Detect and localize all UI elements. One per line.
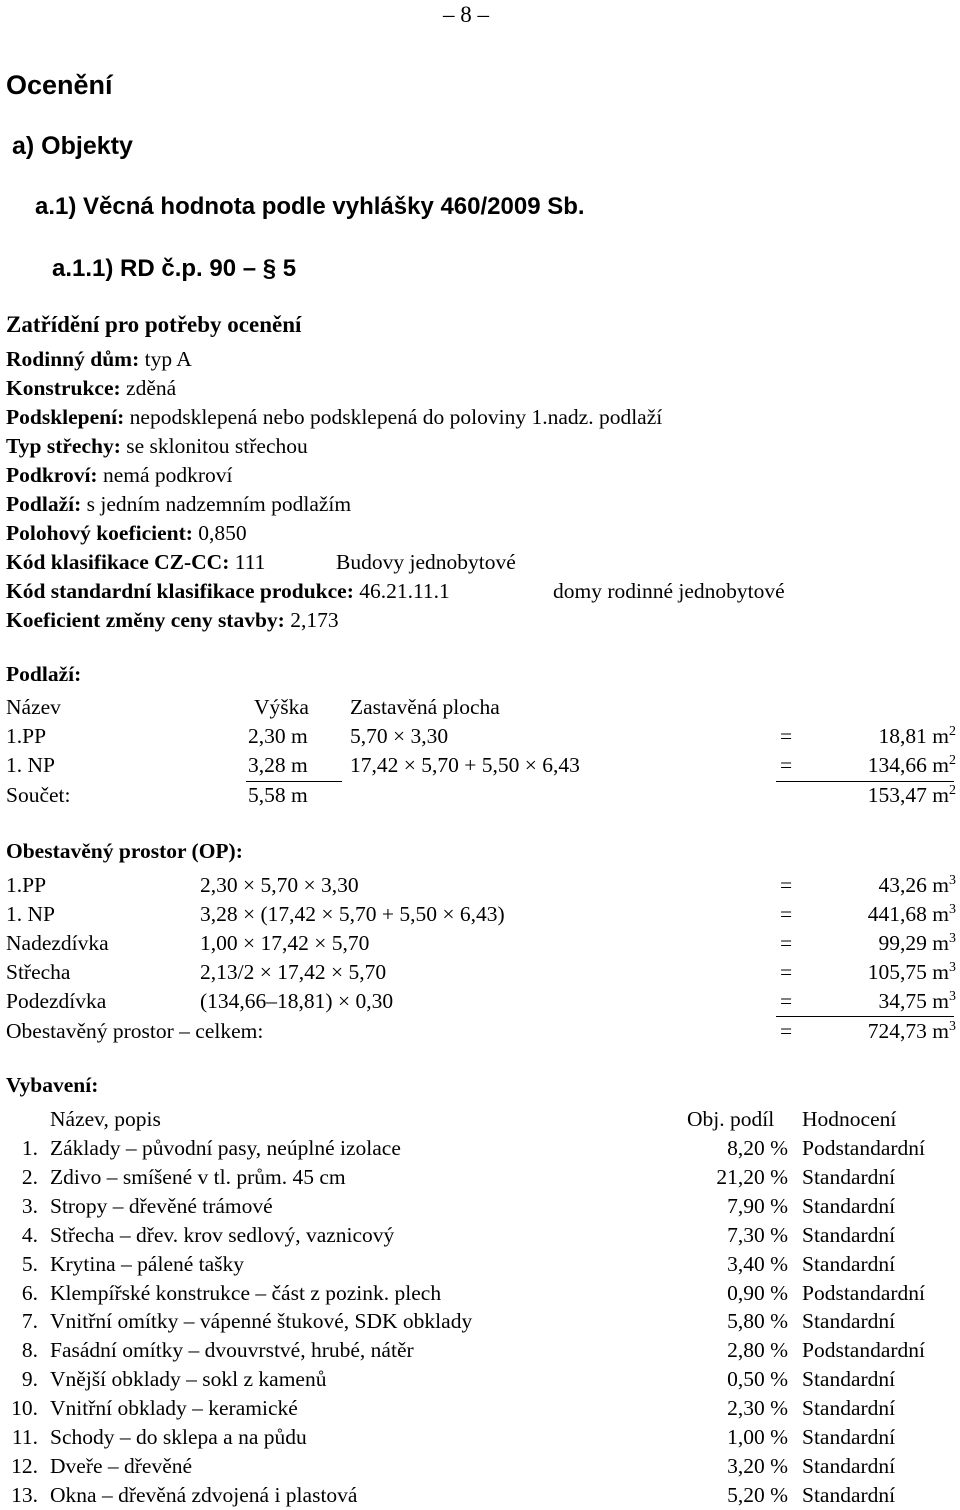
- volume-result-value: 43,26 m: [878, 873, 949, 897]
- equipment-name: Vnější obklady – sokl z kamenů: [50, 1367, 327, 1391]
- volume-result: [868, 902, 956, 927]
- equipment-share: 3,40 %: [727, 1252, 788, 1276]
- floor-result-value: 134,66 m: [867, 753, 949, 777]
- equipment-number: 2.: [21, 1165, 38, 1189]
- classification-row: [6, 548, 662, 577]
- volume-result-underline: [776, 1016, 954, 1017]
- volume-calc: 1,00 × 17,42 × 5,70: [200, 931, 370, 955]
- classification-label: Podsklepení:: [6, 405, 125, 429]
- volume-calc: (134,66–18,81) × 0,30: [200, 989, 394, 1013]
- equipment-rating: Podstandardní: [802, 1338, 926, 1362]
- equipment-share: 2,80 %: [727, 1338, 788, 1362]
- equipment-share: 0,90 %: [727, 1281, 788, 1305]
- equipment-rating: Standardní: [802, 1483, 896, 1507]
- volume-total-eq: =: [780, 1019, 793, 1043]
- volume-name: Podezdívka: [6, 989, 107, 1013]
- volume-eq: =: [780, 989, 793, 1013]
- equipment-rating: Standardní: [802, 1425, 896, 1449]
- equipment-number: 3.: [21, 1194, 38, 1218]
- equipment-share: 0,50 %: [727, 1367, 788, 1391]
- classification-extra: Budovy jednobytové: [336, 550, 516, 574]
- classification-extra: domy rodinné jednobytové: [553, 579, 785, 603]
- volume-name: Střecha: [6, 960, 71, 984]
- volume-name: 1. NP: [6, 902, 55, 926]
- floor-height-underline: [246, 781, 342, 782]
- equipment-header-name: Název, popis: [50, 1107, 161, 1131]
- equipment-name: Okna – dřevěná zdvojená i plastová: [50, 1483, 358, 1507]
- classification-label: Kód klasifikace CZ-CC:: [6, 550, 230, 574]
- volume-total-result: [868, 1019, 956, 1044]
- classification-row: [6, 490, 662, 519]
- classification-list: [6, 345, 785, 635]
- equipment-rating: Standardní: [802, 1165, 896, 1189]
- volume-total-name: Obestavěný prostor – celkem:: [6, 1019, 264, 1043]
- heading-rd: a.1.1) RD č.p. 90 – § 5: [52, 255, 297, 282]
- equipment-number: 13.: [11, 1483, 38, 1507]
- classification-value: 0,850: [192, 521, 247, 545]
- volume-result-exp: 3: [949, 902, 956, 917]
- floor-eq: =: [780, 724, 793, 748]
- classification-value: typ A: [139, 347, 192, 371]
- classification-label: Kód standardní klasifikace produkce:: [6, 579, 354, 603]
- volume-result: [879, 873, 956, 898]
- classification-title: Zatřídění pro potřeby ocenění: [6, 312, 302, 337]
- floors-title: Podlaží:: [6, 662, 82, 686]
- equipment-number: 11.: [11, 1425, 38, 1449]
- equipment-number: 9.: [21, 1367, 38, 1391]
- floor-height: 3,28 m: [248, 753, 308, 777]
- equipment-number: 1.: [21, 1136, 38, 1160]
- volume-eq: =: [780, 960, 793, 984]
- equipment-name: Vnitřní omítky – vápenné štukové, SDK obklady: [50, 1309, 473, 1333]
- heading-objekty: a) Objekty: [12, 132, 133, 160]
- floor-result: [868, 753, 956, 778]
- volume-eq: =: [780, 873, 793, 897]
- equipment-rating: Standardní: [802, 1396, 896, 1420]
- volume-calc: 3,28 × (17,42 × 5,70 + 5,50 × 6,43): [200, 902, 505, 926]
- equipment-share: 7,90 %: [727, 1194, 788, 1218]
- classification-label: Polohový koeficient:: [6, 521, 193, 545]
- volume-result-value: 441,68 m: [867, 902, 949, 926]
- equipment-number: 8.: [21, 1338, 38, 1362]
- volume-result: [868, 960, 956, 985]
- classification-row: [6, 345, 662, 374]
- equipment-share: 21,20 %: [716, 1165, 788, 1189]
- floors-sum-height: 5,58 m: [248, 783, 308, 807]
- equipment-name: Základy – původní pasy, neúplné izolace: [50, 1136, 401, 1160]
- equipment-number: 6.: [21, 1281, 38, 1305]
- equipment-number: 10.: [11, 1396, 38, 1420]
- equipment-share: 2,30 %: [727, 1396, 788, 1420]
- classification-value: s jedním nadzemním podlažím: [81, 492, 352, 516]
- volume-result-exp: 3: [949, 873, 956, 888]
- equipment-name: Zdivo – smíšené v tl. prům. 45 cm: [50, 1165, 346, 1189]
- equipment-rating: Podstandardní: [802, 1281, 926, 1305]
- classification-label: Koeficient změny ceny stavby:: [6, 608, 285, 632]
- classification-value: 2,173: [284, 608, 339, 632]
- classification-label: Konstrukce:: [6, 376, 121, 400]
- equipment-rating: Podstandardní: [802, 1136, 926, 1160]
- page-number: – 8 –: [443, 2, 489, 27]
- equipment-number: 4.: [21, 1223, 38, 1247]
- floor-eq: =: [780, 753, 793, 777]
- equipment-number: 7.: [21, 1309, 38, 1333]
- equipment-share: 8,20 %: [727, 1136, 788, 1160]
- equipment-name: Krytina – pálené tašky: [50, 1252, 245, 1276]
- volume-name: 1.PP: [6, 873, 47, 897]
- classification-row: [6, 577, 785, 606]
- equipment-title: Vybavení:: [6, 1073, 99, 1097]
- floor-calc: 17,42 × 5,70 + 5,50 × 6,43: [350, 753, 580, 777]
- volume-total-value: 724,73 m: [867, 1019, 949, 1043]
- equipment-number: 12.: [11, 1454, 38, 1478]
- equipment-rating: Standardní: [802, 1367, 896, 1391]
- equipment-name: Klempířské konstrukce – část z pozink. plech: [50, 1281, 442, 1305]
- floor-result-exp: 2: [949, 724, 956, 739]
- equipment-rating: Standardní: [802, 1252, 896, 1276]
- floor-height: 2,30 m: [248, 724, 308, 748]
- heading-vecna-hodnota: a.1) Věcná hodnota podle vyhlášky 460/2009 Sb.: [35, 193, 585, 220]
- equipment-rating: Standardní: [802, 1194, 896, 1218]
- floors-header-name: Název: [6, 695, 61, 719]
- classification-row: [6, 403, 662, 432]
- floors-sum-name: Součet:: [6, 783, 71, 807]
- classification-value: se sklonitou střechou: [120, 434, 308, 458]
- equipment-header-rating: Hodnocení: [802, 1107, 897, 1131]
- classification-value: 46.21.11.1: [353, 579, 450, 603]
- equipment-rating: Standardní: [802, 1309, 896, 1333]
- classification-row: [6, 374, 662, 403]
- classification-value: nepodsklepená nebo podsklepená do poloviny 1.nadz. podlaží: [124, 405, 663, 429]
- heading-oceneni: Ocenění: [6, 70, 113, 100]
- volume-result-value: 34,75 m: [878, 989, 949, 1013]
- classification-row: [6, 461, 662, 490]
- volume-eq: =: [780, 931, 793, 955]
- equipment-share: 5,20 %: [727, 1483, 788, 1507]
- volume-name: Nadezdívka: [6, 931, 109, 955]
- volume-eq: =: [780, 902, 793, 926]
- floor-name: 1. NP: [6, 753, 55, 777]
- floor-result-underline: [776, 781, 954, 782]
- classification-label: Rodinný dům:: [6, 347, 140, 371]
- volume-result-value: 99,29 m: [878, 931, 949, 955]
- classification-row: [6, 606, 662, 635]
- floor-result: [879, 724, 956, 749]
- volume-result-value: 105,75 m: [867, 960, 949, 984]
- classification-value: zděná: [120, 376, 177, 400]
- floors-sum-value: 153,47 m: [867, 783, 949, 807]
- floors-sum-exp: 2: [949, 783, 956, 798]
- classification-label: Podkroví:: [6, 463, 98, 487]
- classification-row: [6, 432, 662, 461]
- equipment-header-share: Obj. podíl: [687, 1107, 775, 1131]
- equipment-rating: Standardní: [802, 1223, 896, 1247]
- floor-result-exp: 2: [949, 753, 956, 768]
- floor-result-value: 18,81 m: [878, 724, 949, 748]
- volume-title: Obestavěný prostor (OP):: [6, 839, 243, 863]
- classification-label: Podlaží:: [6, 492, 82, 516]
- equipment-name: Schody – do sklepa a na půdu: [50, 1425, 307, 1449]
- floors-sum-result: [868, 783, 956, 808]
- volume-result-exp: 3: [949, 989, 956, 1004]
- equipment-share: 5,80 %: [727, 1309, 788, 1333]
- floor-calc: 5,70 × 3,30: [350, 724, 449, 748]
- volume-result: [879, 989, 956, 1014]
- equipment-name: Dveře – dřevěné: [50, 1454, 193, 1478]
- equipment-name: Fasádní omítky – dvouvrstvé, hrubé, nátěr: [50, 1338, 414, 1362]
- volume-result-exp: 3: [949, 960, 956, 975]
- classification-value: nemá podkroví: [97, 463, 233, 487]
- equipment-share: 3,20 %: [727, 1454, 788, 1478]
- equipment-share: 1,00 %: [727, 1425, 788, 1449]
- volume-result-exp: 3: [949, 931, 956, 946]
- floors-header-height: Výška: [254, 695, 309, 719]
- volume-calc: 2,13/2 × 17,42 × 5,70: [200, 960, 387, 984]
- volume-calc: 2,30 × 5,70 × 3,30: [200, 873, 359, 897]
- volume-total-exp: 3: [949, 1019, 956, 1034]
- classification-label: Typ střechy:: [6, 434, 121, 458]
- equipment-name: Vnitřní obklady – keramické: [50, 1396, 298, 1420]
- floors-header-area: Zastavěná plocha: [350, 695, 500, 719]
- equipment-number: 5.: [21, 1252, 38, 1276]
- classification-row: [6, 519, 662, 548]
- equipment-name: Střecha – dřev. krov sedlový, vaznicový: [50, 1223, 395, 1247]
- equipment-name: Stropy – dřevěné trámové: [50, 1194, 273, 1218]
- equipment-share: 7,30 %: [727, 1223, 788, 1247]
- equipment-rating: Standardní: [802, 1454, 896, 1478]
- volume-result: [879, 931, 956, 956]
- floor-name: 1.PP: [6, 724, 47, 748]
- classification-value: 111: [229, 550, 266, 574]
